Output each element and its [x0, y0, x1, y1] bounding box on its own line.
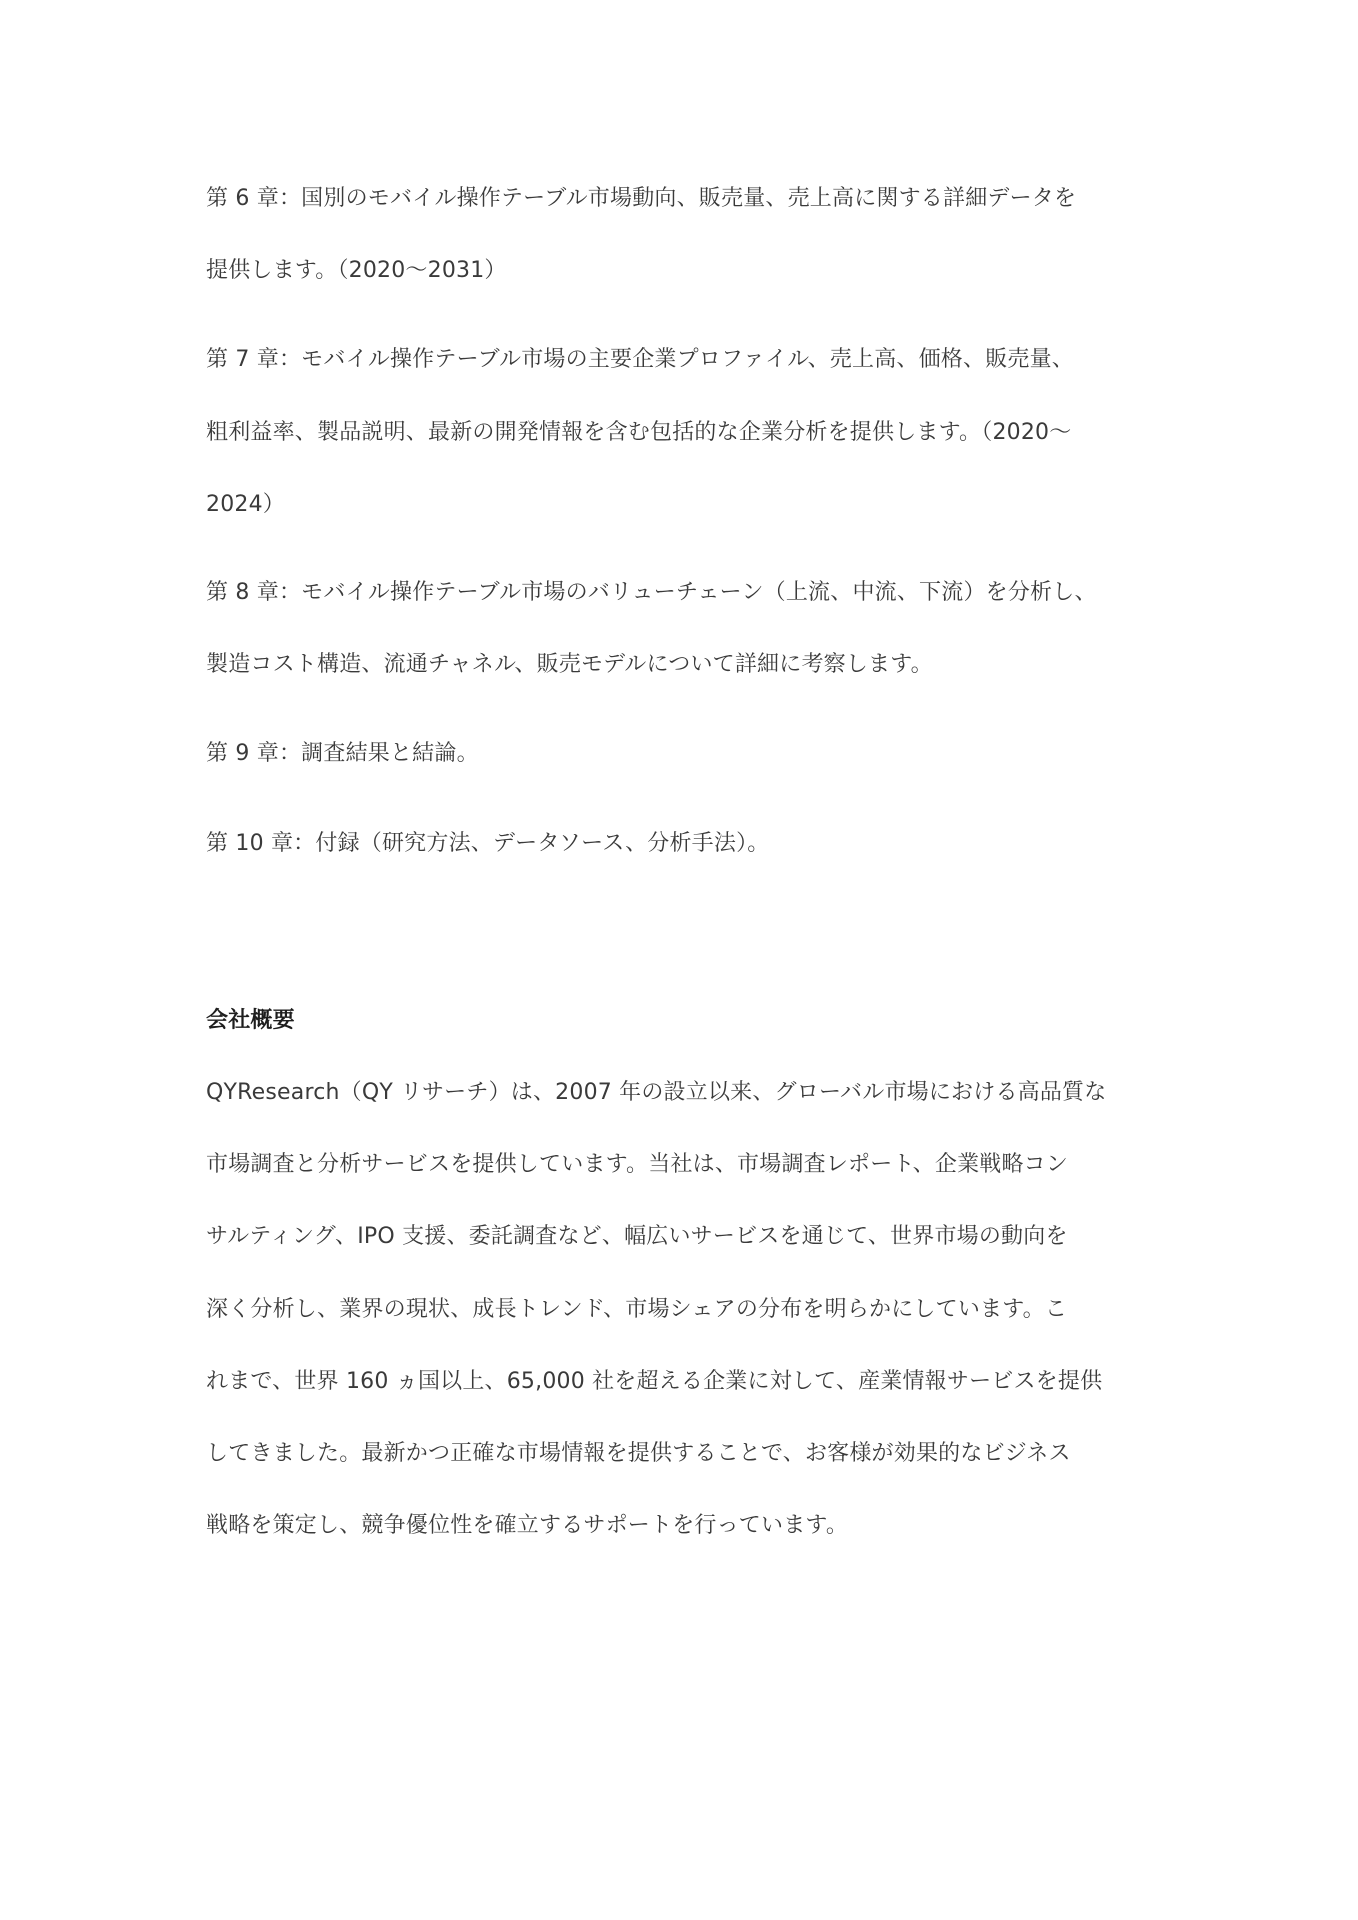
chapter-6-line-1: 第 6 章：国別のモバイル操作テーブル市場動向、販売量、売上高に関する詳細データを: [206, 186, 1077, 211]
company-line-1: QYResearch（QY リサーチ）は、2007 年の設立以来、グローバル市場における高品質な: [206, 1080, 1107, 1105]
chapter-7-line-2: 粗利益率、製品説明、最新の開発情報を含む包括的な企業分析を提供します。（2020～: [206, 420, 1072, 445]
company-heading: 会社概要: [206, 1008, 295, 1033]
company-line-5: れまで、世界 160 ヵ国以上、65,000 社を超える企業に対して、産業情報サービスを提供: [206, 1369, 1103, 1394]
company-line-3: サルティング、IPO 支援、委託調査など、幅広いサービスを通じて、世界市場の動向を: [206, 1224, 1068, 1249]
chapter-7-line-1: 第 7 章：モバイル操作テーブル市場の主要企業プロファイル、売上高、価格、販売量、: [206, 347, 1075, 372]
chapter-8-line-2: 製造コスト構造、流通チャネル、販売モデルについて詳細に考察します。: [206, 652, 933, 677]
chapter-7-line-3: 2024）: [206, 492, 285, 517]
company-line-2: 市場調査と分析サービスを提供しています。当社は、市場調査レポート、企業戦略コン: [206, 1152, 1069, 1177]
chapter-6-line-2: 提供します。（2020～2031）: [206, 258, 507, 283]
company-line-7: 戦略を策定し、競争優位性を確立するサポートを行っています。: [206, 1513, 849, 1538]
company-line-6: してきました。最新かつ正確な市場情報を提供することで、お客様が効果的なビジネス: [206, 1441, 1071, 1466]
chapter-8-line-1: 第 8 章：モバイル操作テーブル市場のバリューチェーン（上流、中流、下流）を分析し、: [206, 580, 1097, 605]
chapter-10-line-1: 第 10 章：付録（研究方法、データソース、分析手法）。: [206, 831, 770, 856]
chapter-9-line-1: 第 9 章：調査結果と結論。: [206, 741, 479, 766]
company-line-4: 深く分析し、業界の現状、成長トレンド、市場シェアの分布を明らかにしています。こ: [206, 1297, 1068, 1322]
